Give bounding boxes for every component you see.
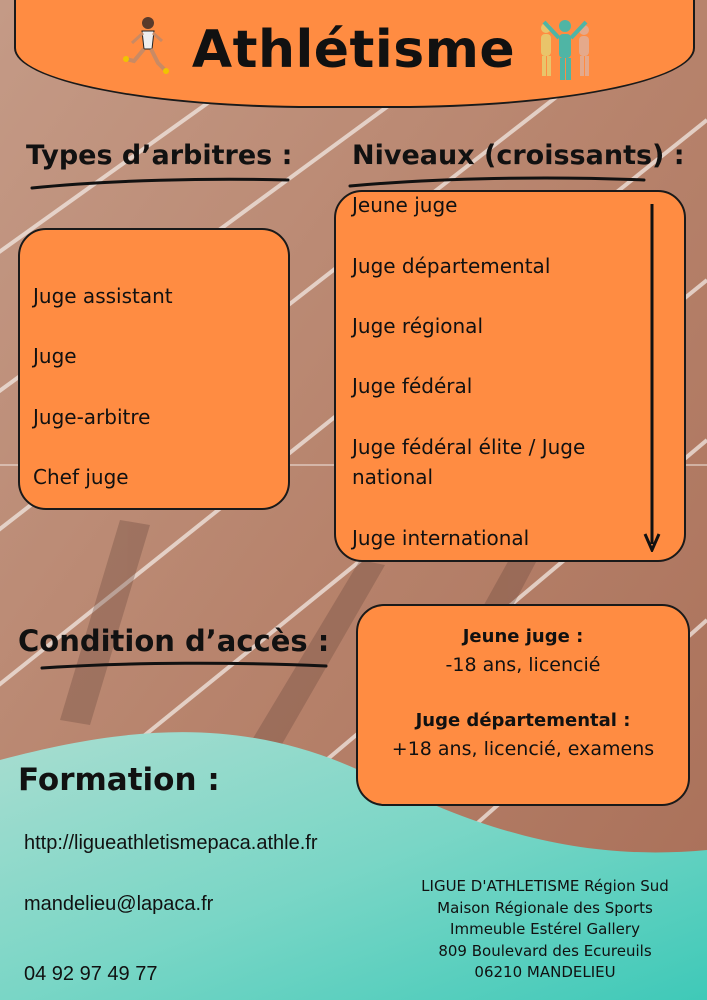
website-link[interactable]: http://ligueathletismepaca.athle.fr: [24, 832, 318, 854]
athletes-group-icon: [534, 18, 596, 82]
levels-item: Jeune juge: [352, 193, 458, 217]
address-line: Immeuble Estérel Gallery: [450, 920, 640, 938]
levels-heading: Niveaux (croissants) :: [352, 140, 685, 171]
address-line: 809 Boulevard des Ecureuils: [438, 941, 652, 960]
juge-departemental-title: Juge départemental :: [415, 710, 631, 731]
juge-departemental-condition: +18 ans, licencié, examens: [391, 738, 655, 760]
levels-item: national: [352, 465, 434, 489]
runner-icon: [120, 15, 172, 77]
conditions-underline: [40, 658, 330, 676]
formation-heading: Formation :: [18, 762, 220, 798]
types-item: Chef juge: [33, 465, 129, 489]
levels-item: Juge fédéral élite / Juge: [352, 435, 586, 459]
phone-number[interactable]: 04 92 97 49 77: [24, 963, 158, 985]
page-title: Athlétisme: [191, 20, 516, 80]
types-item: Juge assistant: [33, 284, 173, 308]
types-underline: [30, 176, 290, 192]
address-block: [400, 876, 690, 984]
jeune-juge-condition: -18 ans, licencié: [445, 654, 601, 676]
address-line: LIGUE D'ATHLETISME Région Sud: [421, 877, 669, 895]
conditions-heading: Condition d’accès :: [18, 624, 330, 658]
levels-item: Juge fédéral: [352, 374, 473, 398]
jeune-juge-title: Jeune juge :: [462, 626, 584, 647]
types-item: Juge: [33, 344, 77, 368]
types-item: Juge-arbitre: [33, 405, 151, 429]
levels-item: Juge départemental: [352, 254, 551, 278]
conditions-box: [356, 604, 690, 806]
address-line: Maison Régionale des Sports: [437, 898, 653, 917]
types-heading: Types d’arbitres :: [26, 140, 293, 171]
address-line: 06210 MANDELIEU: [474, 963, 616, 981]
levels-item: Juge international: [352, 526, 530, 550]
levels-item: Juge régional: [352, 314, 483, 338]
ascending-arrow-icon: [643, 204, 661, 552]
email-link[interactable]: mandelieu@lapaca.fr: [24, 893, 214, 915]
